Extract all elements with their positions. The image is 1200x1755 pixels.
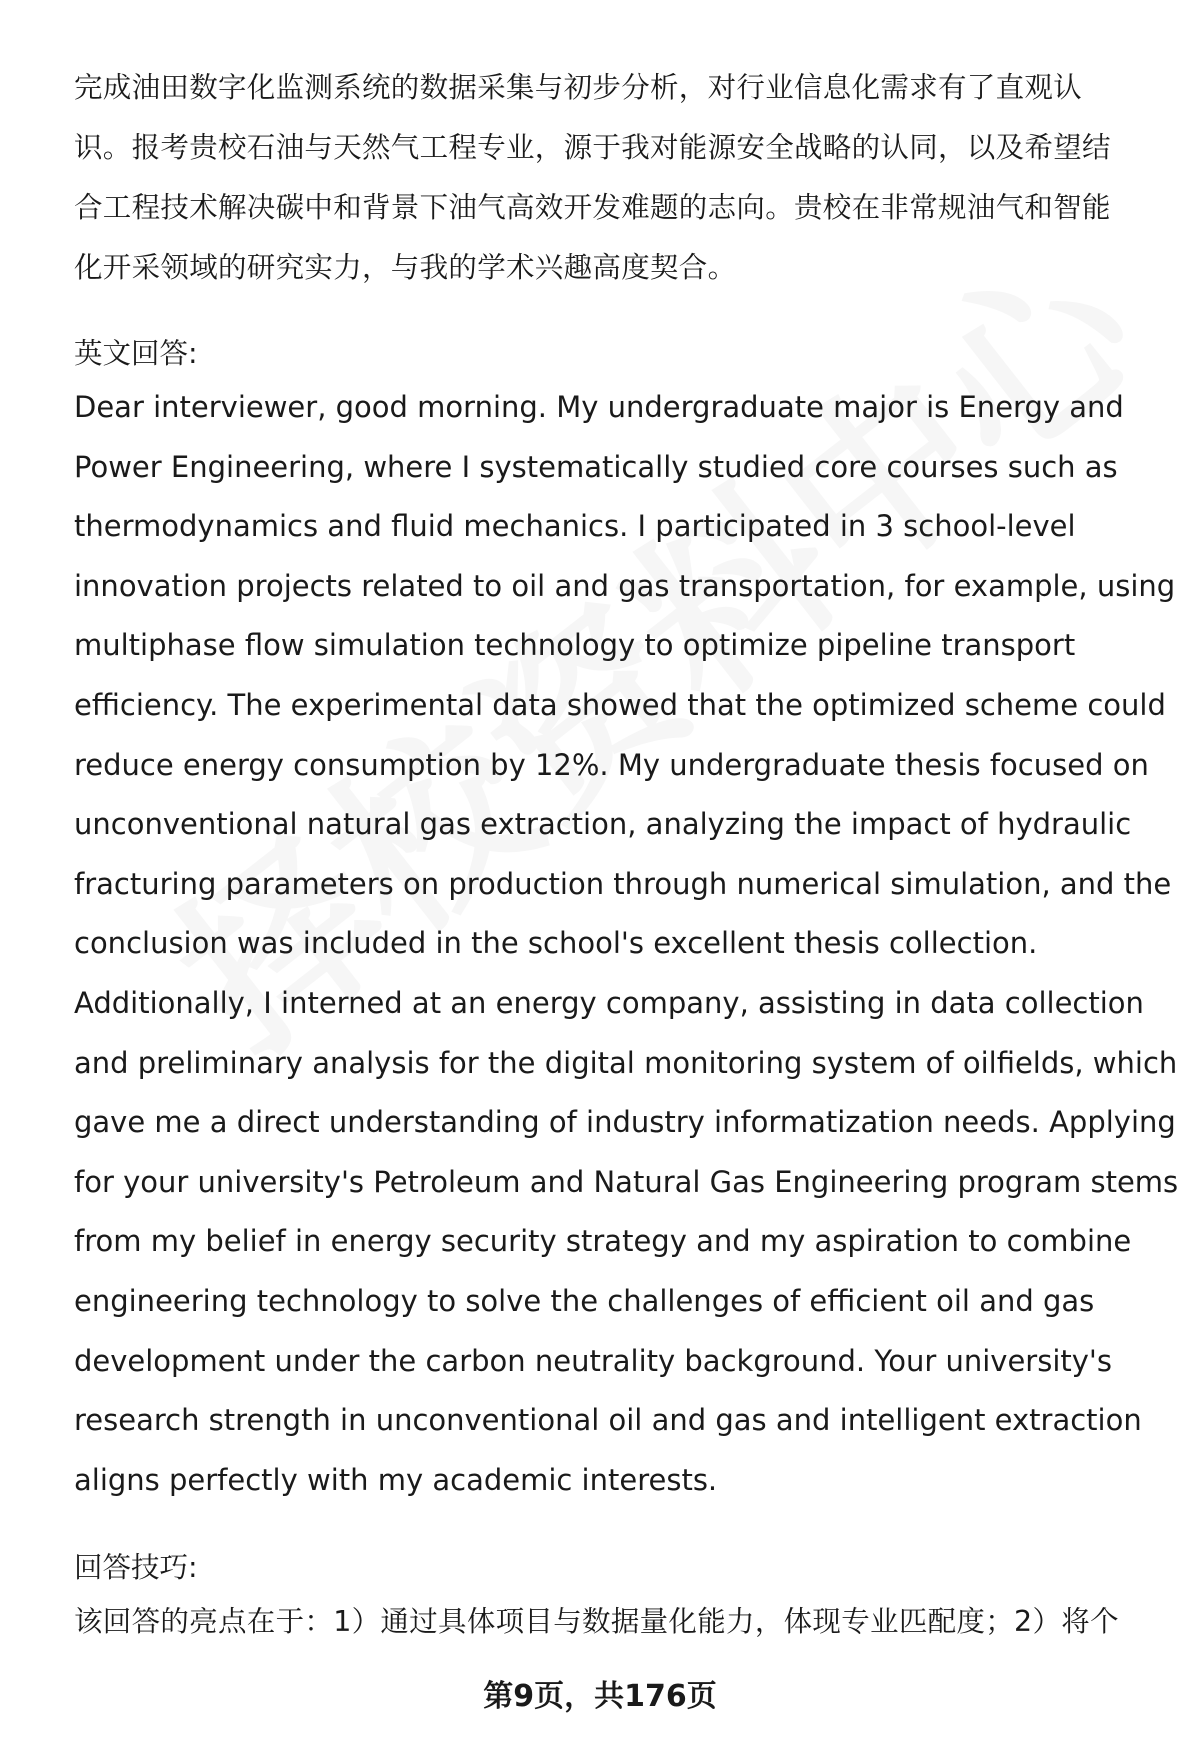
page-number-footer: 第9页，共176页 (483, 1679, 717, 1714)
page-content (74, 58, 1179, 1652)
cn-line: 合工程技术解决碳中和背景下油气高效开发难题的志向。贵校在非常规油气和智能 (74, 191, 1111, 224)
spacer (74, 1510, 1154, 1540)
en-line: development under the carbon neutrality background. Your university's (74, 1343, 1113, 1378)
en-line: Additionally, I interned at an energy company, assisting in data collection (74, 985, 1144, 1020)
tips-line: 该回答的亮点在于：1）通过具体项目与数据量化能力，体现专业匹配度；2）将个 (74, 1605, 1119, 1639)
en-line: reduce energy consumption by 12%. My undergraduate thesis focused on (74, 747, 1149, 782)
en-line: Power Engineering, where I systematically studied core courses such as (74, 449, 1118, 484)
en-line: unconventional natural gas extraction, analyzing the impact of hydraulic (74, 807, 1132, 842)
english-answer-paragraph (74, 378, 1179, 1510)
en-line: engineering technology to solve the challenges of efficient oil and gas (74, 1283, 1095, 1318)
intro-paragraph-cn (74, 58, 1154, 298)
en-line: research strength in unconventional oil and gas and intelligent extraction (74, 1403, 1142, 1438)
en-line: innovation projects related to oil and gas transportation, for example, using (74, 568, 1176, 603)
en-line: multiphase flow simulation technology to optimize pipeline transport (74, 628, 1076, 663)
english-answer-heading: 英文回答: (74, 337, 198, 370)
cn-line: 化开采领域的研究实力，与我的学术兴趣高度契合。 (74, 251, 737, 284)
tips-heading: 回答技巧: (74, 1551, 198, 1585)
en-line: efficiency. The experimental data showed that the optimized scheme could (74, 687, 1166, 722)
en-line: conclusion was included in the school's excellent thesis collection. (74, 926, 1038, 961)
en-line: and preliminary analysis for the digital monitoring system of oilfields, which (74, 1045, 1178, 1080)
en-line: fracturing parameters on production through numerical simulation, and the (74, 866, 1172, 901)
en-line: aligns perfectly with my academic interests. (74, 1462, 718, 1497)
en-line: gave me a direct understanding of industry informatization needs. Applying (74, 1105, 1176, 1140)
cn-line: 完成油田数字化监测系统的数据采集与初步分析，对行业信息化需求有了直观认 (74, 71, 1083, 104)
en-line: from my belief in energy security strategy and my aspiration to combine (74, 1224, 1132, 1259)
en-line: thermodynamics and fluid mechanics. I participated in 3 school-level (74, 509, 1076, 544)
en-line: for your university's Petroleum and Natural Gas Engineering program stems (74, 1164, 1179, 1199)
cn-line: 识。报考贵校石油与天然气工程专业，源于我对能源安全战略的认同，以及希望结 (74, 131, 1111, 164)
en-line: Dear interviewer, good morning. My undergraduate major is Energy and (74, 390, 1124, 424)
